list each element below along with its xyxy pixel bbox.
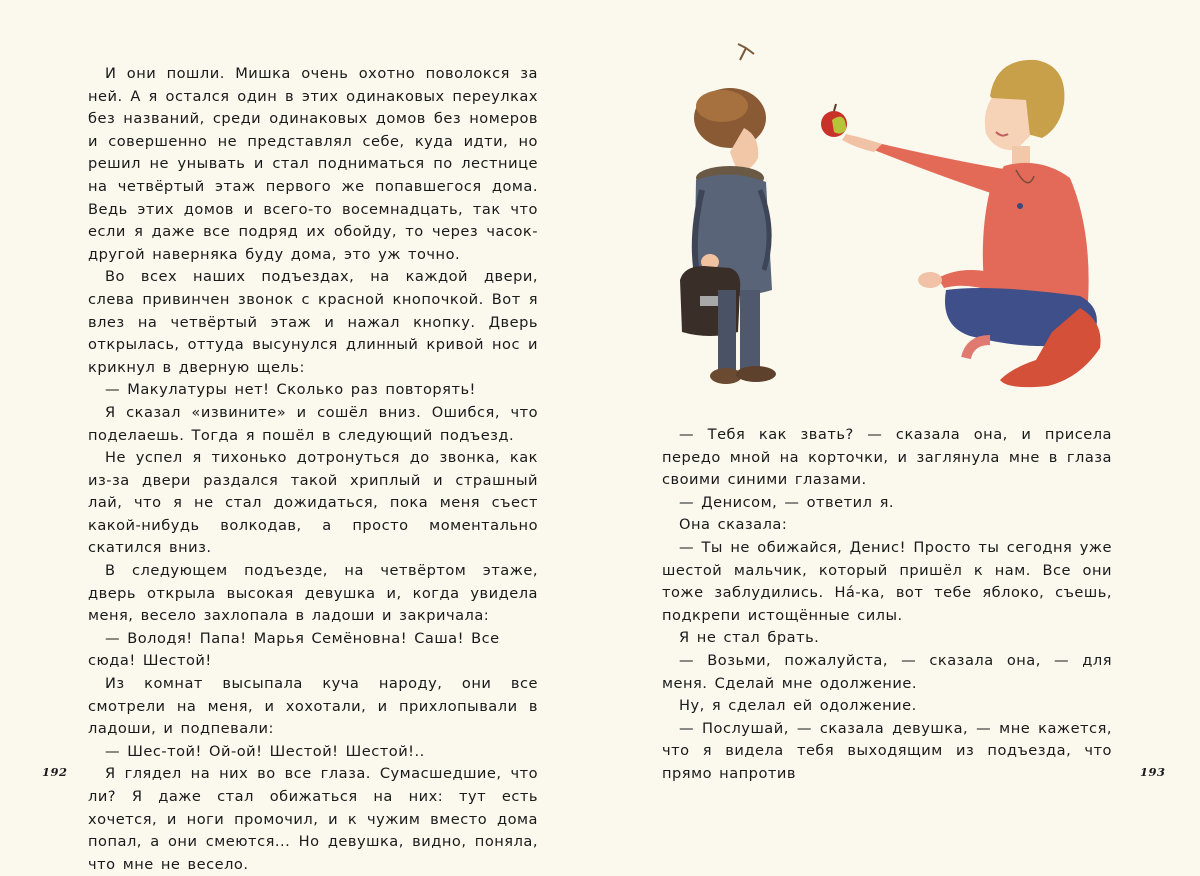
right-page-text <box>662 424 1112 786</box>
paragraph: Не успел я тихонько дотронуться до звонка, как из-за двери раздался такой хриплый и страшный лай, что я не стал дожидаться, пока меня съест какой-нибудь волкодав, а просто моментально скатился вниз. <box>88 449 538 557</box>
apple-icon <box>821 104 847 137</box>
paragraph: И они пошли. Мишка очень охотно поволокся за ней. А я остался один в этих одинаковых переулках без названий, среди одинаковых домов без номеров и совершенно не представлял себе, куда идти, но решил не унывать и стал подниматься по лестнице на четвёртый этаж первого же попавшегося дома. Ведь этих домов и всего-то восемнадцать, так что если я даже все подряд их обойду, то через часок-другой наверняка буду дома, это уж точно. <box>88 65 538 263</box>
paragraph: Ну, я сделал ей одолжение. <box>679 697 917 715</box>
paragraph: — Послушай, — сказала девушка, — мне кажется, что я видела тебя выходящим из подъезда, что прямо напротив <box>662 719 1112 782</box>
paragraph: Она сказала: <box>679 516 788 534</box>
paragraph: Я не стал брать. <box>679 629 820 647</box>
paragraph: Я глядел на них во все глаза. Сумасшедшие, что ли? Я даже стал обижаться на них: тут есть хочется, и ноги промочил, и к чужим вместо дома попал, а они смеются... Но девушка, видно, поняла, что мне не весело. <box>88 765 538 873</box>
paragraph: Из комнат высыпала куча народу, они все смотрели на меня, и хохотали, и прихлопывали в ладоши, и подпевали: <box>88 675 538 738</box>
paragraph: — Денисом, — ответил я. <box>679 493 894 511</box>
boy-and-girl-with-apple-illustration <box>660 40 1120 400</box>
paragraph: — Макулатуры нет! Сколько раз повторять! <box>105 381 476 399</box>
paragraph: Во всех наших подъездах, на каждой двери, слева привинчен звонок с красной кнопочкой. Вот я влез на четвёртый этаж и нажал кнопку. Дверь открылась, оттуда высунулся длинный кривой нос и крикнул в дверную щель: <box>88 268 538 376</box>
paragraph: — Шес-той! Ой-ой! Шестой! Шестой!.. <box>105 742 425 760</box>
paragraph: В следующем подъезде, на четвёртом этаже, дверь открыла высокая девушка и, когда увидела меня, весело захлопала в ладоши и закричала: <box>88 562 538 625</box>
paragraph: — Тебя как звать? — сказала она, и присела передо мной на корточки, и заглянула мне в глаза своими синими глазами. <box>662 426 1112 489</box>
paragraph: — Володя! Папа! Марья Семёновна! Саша! Все сюда! Шестой! <box>88 629 500 670</box>
paragraph: — Возьми, пожалуйста, — сказала она, — для меня. Сделай мне одолжение. <box>662 651 1112 692</box>
left-page-text <box>88 63 538 876</box>
page-number-right: 193 <box>1140 765 1166 779</box>
paragraph: Я сказал «извините» и сошёл вниз. Ошибся, что поделаешь. Тогда я пошёл в следующий подъезд. <box>88 403 538 444</box>
page-number-left: 192 <box>42 765 68 779</box>
paragraph: — Ты не обижайся, Денис! Просто ты сегодня уже шестой мальчик, который пришёл к нам. Все они тоже заблудились. Нá-ка, вот тебе яблоко, съешь, подкрепи истощённые силы. <box>662 538 1112 624</box>
girl-figure <box>842 60 1101 387</box>
left-page <box>0 0 600 873</box>
boy-figure <box>680 44 776 384</box>
